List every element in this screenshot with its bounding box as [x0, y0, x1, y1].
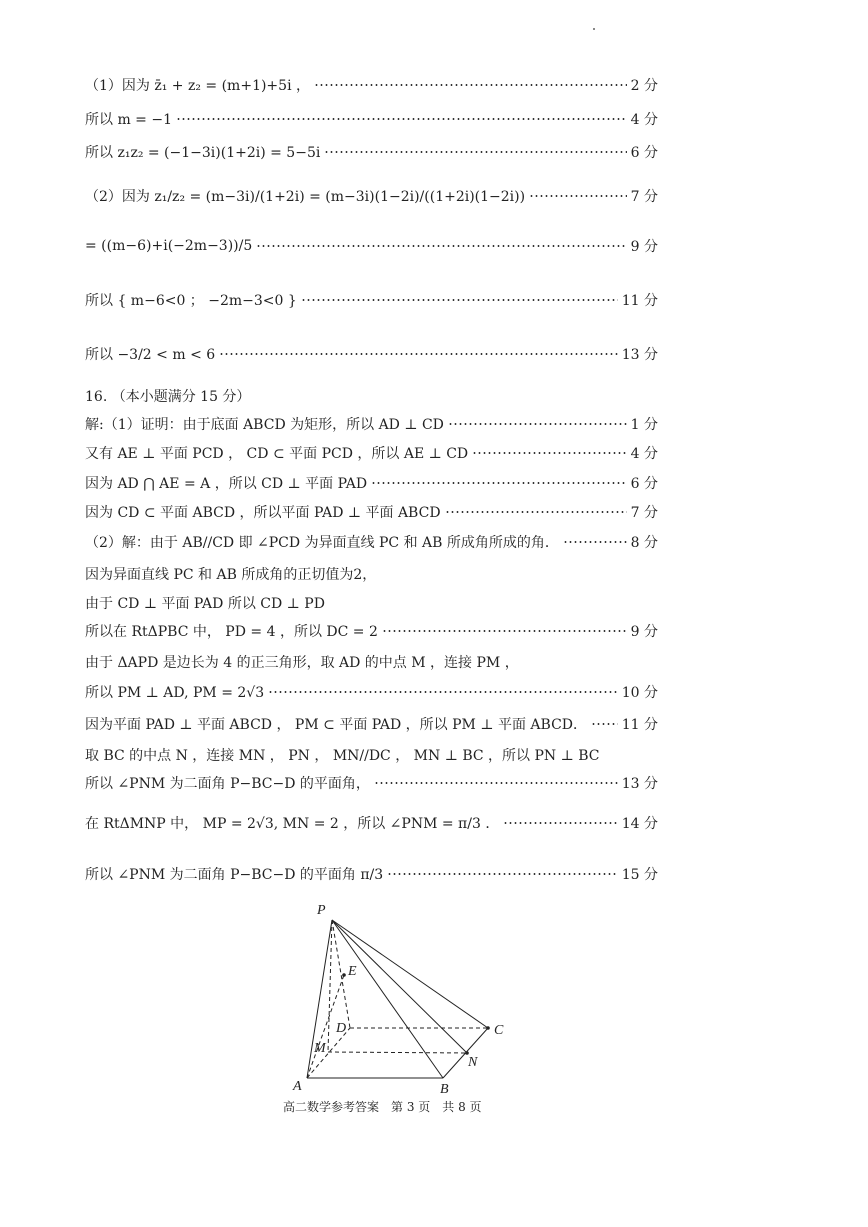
dot-leader: [445, 511, 627, 513]
dot-leader: [387, 873, 618, 875]
score: 11 分: [621, 293, 658, 309]
vertex-label-a: A: [293, 1079, 302, 1094]
dot-leader: [268, 691, 618, 693]
answer-line: 因为异面直线 PC 和 AB 所成角的正切值为2，: [85, 567, 377, 583]
score: 13 分: [621, 347, 658, 363]
answer-line: （1）因为 z̄₁ + z₂ = (m+1)+5i ， 2 分: [85, 72, 658, 98]
answer-line: 所以 ∠PNM 为二面角 P−BC−D 的平面角， 13 分: [85, 770, 658, 796]
score: 15 分: [621, 867, 658, 883]
answer-line: （2）解：由于 AB//CD 即 ∠PCD 为异面直线 PC 和 AB 所成角所成的角． 8 分: [85, 529, 658, 555]
answer-line: 又有 AE ⊥ 平面 PCD ， CD ⊂ 平面 PCD ，所以 AE ⊥ CD 4 分: [85, 440, 658, 466]
score: 10 分: [621, 685, 658, 701]
answer-line: 由于 CD ⊥ 平面 PAD 所以 CD ⊥ PD: [85, 596, 325, 612]
score: 13 分: [621, 776, 658, 792]
dot-leader: [382, 630, 627, 632]
dot-leader: [256, 245, 626, 247]
score: 7 分: [630, 505, 658, 521]
answer-line: 取 BC 的中点 N ，连接 MN ， PN ， MN//DC ， MN ⊥ BC ，所以 PN ⊥ BC: [85, 748, 600, 764]
answer-line: 因为 CD ⊂ 平面 ABCD ，所以平面 PAD ⊥ 平面 ABCD 7 分: [85, 499, 658, 525]
dot-leader: [324, 151, 626, 153]
answer-line: 在 RtΔMNP 中， MP = 2√3, MN = 2 ，所以 ∠PNM = π/3 ． 14 分: [85, 810, 658, 836]
dot-leader: [472, 452, 626, 454]
answer-line: 因为 AD ⋂ AE = A ，所以 CD ⊥ 平面 PAD 6 分: [85, 470, 658, 496]
vertex-label-c: C: [494, 1023, 504, 1038]
scan-dot: [593, 28, 595, 30]
dot-leader: [374, 782, 618, 784]
answer-line: 所以 −3/2 < m < 6 13 分: [85, 341, 658, 367]
score: 2 分: [630, 78, 658, 94]
score: 4 分: [630, 112, 658, 128]
answer-line: = ((m−6)+i(−2m−3))/5 9 分: [85, 238, 658, 255]
score: 8 分: [630, 535, 658, 551]
vertex-label-e: E: [348, 964, 357, 979]
problem-heading: 16. （本小题满分 15 分）: [85, 389, 251, 405]
dot-leader: [563, 541, 627, 543]
answer-line: 由于 ΔAPD 是边长为 4 的正三角形，取 AD 的中点 M ，连接 PM ，: [85, 655, 519, 671]
answer-line: 所以 PM ⊥ AD, PM = 2√3 10 分: [85, 679, 658, 705]
answer-line: 所以 m = −1 4 分: [85, 106, 658, 132]
dot-leader: [448, 423, 627, 425]
dot-leader: [301, 299, 618, 301]
dot-leader: [314, 84, 627, 86]
page-footer: 高二数学参考答案 第 3 页 共 8 页: [283, 1100, 482, 1114]
dot-leader: [529, 195, 627, 197]
score: 14 分: [621, 816, 658, 832]
vertex-label-m: M: [314, 1041, 326, 1056]
score: 9 分: [630, 239, 658, 255]
answer-line: 因为平面 PAD ⊥ 平面 ABCD ， PM ⊂ 平面 PAD ，所以 PM ⊥ 平面 ABCD． 11 分: [85, 711, 658, 737]
dot-leader: [219, 353, 618, 355]
answer-line: 所以 { m−6<0 ； −2m−3<0 } 11 分: [85, 287, 658, 313]
score: 1 分: [630, 417, 658, 433]
answer-line: 所以 z₁z₂ = (−1−3i)(1+2i) = 5−5i 6 分: [85, 139, 658, 165]
dot-leader: [591, 723, 618, 725]
score: 7 分: [630, 189, 658, 205]
answer-line: 所以在 RtΔPBC 中， PD = 4 ，所以 DC = 2 9 分: [85, 618, 658, 644]
score: 4 分: [630, 446, 658, 462]
score: 6 分: [630, 145, 658, 161]
score: 9 分: [630, 624, 658, 640]
answer-line: 所以 ∠PNM 为二面角 P−BC−D 的平面角 π/3 15 分: [85, 861, 658, 887]
answer-line: （2）因为 z₁/z₂ = (m−3i)/(1+2i) = (m−3i)(1−2i)/((1+2i)(1−2i)) 7 分: [85, 183, 658, 209]
score: 11 分: [621, 717, 658, 733]
vertex-label-n: N: [468, 1055, 478, 1070]
dot-leader: [176, 118, 627, 120]
vertex-label-d: D: [336, 1021, 347, 1036]
score: 6 分: [630, 476, 658, 492]
vertex-label-b: B: [440, 1082, 449, 1097]
answer-line: 解:（1）证明：由于底面 ABCD 为矩形，所以 AD ⊥ CD 1 分: [85, 411, 658, 437]
dot-leader: [503, 822, 617, 824]
vertex-label-p: P: [317, 903, 326, 918]
dot-leader: [371, 482, 627, 484]
